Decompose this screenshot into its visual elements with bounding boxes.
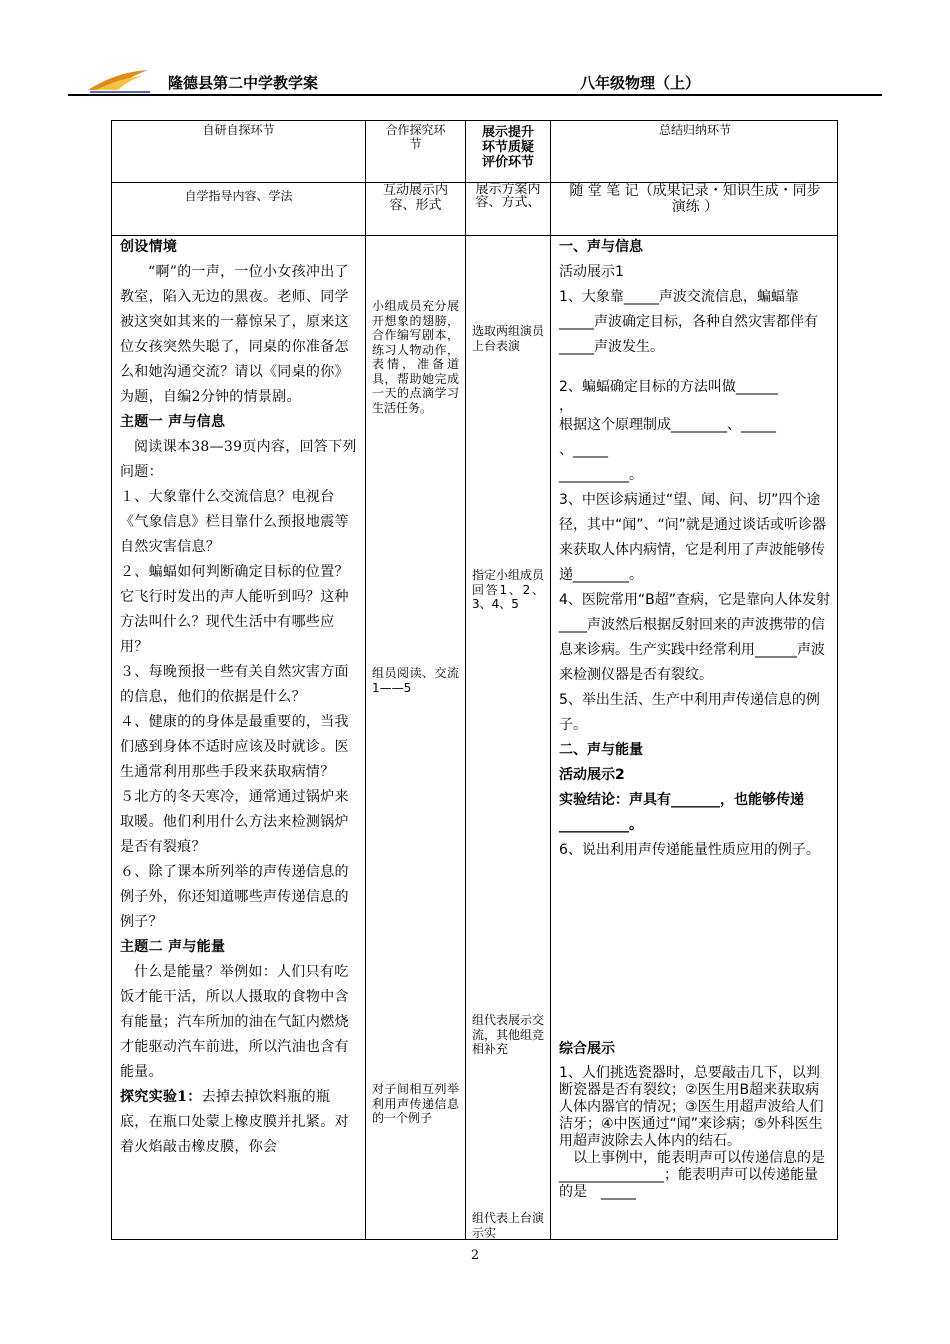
- interaction-text: 小组成员充分展开想象的翅膀，合作编写剧本，练习人物动作，表情，准备道具，帮助她完成一天的点滴学习生活任务。: [372, 299, 459, 415]
- section-heading: 创设情境: [120, 239, 178, 255]
- header-presentation: 展示提升环节质疑评价环节: [481, 125, 534, 170]
- section-heading: 二、声与能量: [559, 742, 643, 758]
- header-cooperation: 合作探究环节: [385, 123, 446, 151]
- comprehensive-heading-wrap: [551, 1037, 839, 1062]
- paragraph: [120, 1085, 357, 1160]
- question-item: ４、健康的的身体是最重要的，当我们感到身体不适时应该及时就诊。医生通常利用那些手段来获取病情？: [120, 714, 349, 780]
- presentation-text: 组代表展示交流，其他组竞相补充: [472, 1013, 545, 1056]
- exercise-2-cont: 、_____: [559, 442, 608, 458]
- question-item: ３、每晚预报一些有关自然灾害方面的信息，他们的依据是什么？: [120, 664, 349, 705]
- col-divider: [465, 121, 466, 1239]
- exercise-2-cont: 根据这个原理制成________、_____: [559, 417, 776, 433]
- exercise-2-cont: ，: [559, 398, 573, 414]
- experiment-conclusion: 实验结论：声具有_______，也能够传递__________。: [559, 792, 804, 833]
- subheader-notes: 随 堂 笔 记（成果记录・知识生成・同步演练 ）: [569, 183, 821, 215]
- question-item: ５北方的冬天寒冷，通常通过锅炉来取暖。他们利用什么方法来检测锅炉是否有裂痕？: [120, 789, 349, 855]
- subheader-guide: 自学指导内容、学法: [184, 189, 293, 203]
- spacer: [559, 360, 831, 375]
- comprehensive-question: 1、人们挑选瓷器时，总要敲击几下，以判断瓷器是否有裂纹；②医生用B超来获取病人体内器官的情况；③医生用超声波给人们洁牙；④中医通过“闻”来诊病；⑤外科医生用超声波除去人体内的结石。: [559, 1065, 824, 1149]
- school-title: 隆德县第二中学教学案: [168, 74, 319, 92]
- question-item: ２、蝙蝠如何判断确定目标的位置？它飞行时发出的声人能听到吗？这种方法叫什么？现代生活中有哪些应用？: [120, 564, 349, 655]
- header-divider: [68, 94, 882, 96]
- self-study-content: [112, 235, 365, 1239]
- presentation-text: 选取两组演员上台表演: [472, 324, 545, 353]
- page-header: [68, 66, 882, 96]
- subheader-plan: 展示方案内容、方式、: [475, 183, 541, 209]
- subject-title: 八年级物理（上）: [579, 74, 700, 92]
- comprehensive-answer: 以上事例中，能表明声可以传递信息的是_______________；能表明声可以传递能量的是 _____: [559, 1150, 825, 1200]
- question-item: １、大象靠什么交流信息？电视台《气象信息》栏目靠什么预报地震等自然灾害信息？: [120, 489, 349, 555]
- presentation-text: 组代表上台演示实: [472, 1211, 545, 1240]
- header-summary: 总结归纳环节: [658, 123, 731, 137]
- exercise-6: 6、说出利用声传递能量性质应用的例子。: [559, 842, 820, 858]
- comprehensive-content: [551, 1065, 839, 1241]
- interaction-text: 对子间相互列举利用声传递信息的一个例子: [372, 1082, 459, 1125]
- exercise-3: 3、中医诊病通过“望、闻、问、切”四个途径，其中“闻”、“问”就是通过谈话或听诊器来获取人体内病情，它是利用了声波能够传递________。: [559, 492, 827, 583]
- section-heading: 综合展示: [559, 1041, 615, 1057]
- activity-label: 活动展示2: [559, 767, 625, 783]
- exercise-1: 1、大象靠_____声波交流信息，蝙蝠靠_____声波确定目标，各种自然灾害都伴有_____声波发生。: [559, 289, 818, 355]
- section-heading: 主题一 声与信息: [120, 414, 226, 430]
- paragraph: 什么是能量？举例如：人们只有吃饭才能干活，所以人摄取的食物中含有能量；汽车所加的油在气缸内燃烧才能驱动汽车前进，所以汽油也含有能量。: [120, 964, 349, 1080]
- header-self-study: 自研自探环节: [202, 123, 275, 137]
- presentation-text: 指定小组成员回答1、2、3、4、5: [472, 568, 545, 611]
- notes-content: [551, 235, 839, 863]
- paragraph: 阅读课本38—39页内容，回答下列问题：: [120, 439, 357, 480]
- experiment-text: 去掉去掉饮料瓶的瓶底，在瓶口处蒙上橡皮膜并扎紧。对着火焰敲击橡皮膜，你会: [120, 1089, 349, 1155]
- section-heading: 一、声与信息: [559, 239, 643, 255]
- experiment-label: 探究实验1：: [120, 1089, 202, 1105]
- section-heading: 主题二 声与能量: [120, 939, 226, 955]
- subheader-interaction: 互动展示内容、形式: [382, 183, 448, 213]
- exercise-2: 2、蝙蝠确定目标的方法叫做______: [559, 379, 778, 395]
- exercise-4: 4、医院常用“B超”查病，它是靠向人体发射____声波然后根据反射回来的声波携带的信息来诊病。生产实践中经常利用______声波来检测仪器是否有裂纹。: [559, 592, 831, 683]
- exercise-5: 5、举出生活、生产中利用声传递信息的例子。: [559, 692, 820, 733]
- question-item: ６、除了课本所列举的声传递信息的例子外，你还知道哪些声传递信息的例子？: [120, 864, 349, 930]
- exercise-2-cont: __________。: [559, 467, 643, 483]
- paragraph: “啊”的一声，一位小女孩冲出了教室，陷入无边的黑夜。老师、同学被这突如其来的一幕惊呆了，原来这位女孩突然失聪了，同桌的你准备怎么和她沟通交流？请以《同桌的你》为题，自编2分钟的情景剧。: [120, 264, 349, 405]
- lesson-table: [111, 120, 838, 1240]
- interaction-text: 组员阅读、交流1——5: [372, 666, 459, 695]
- school-logo-icon: [86, 68, 156, 94]
- page-number: 2: [470, 1248, 480, 1263]
- activity-label: 活动展示1: [559, 264, 624, 280]
